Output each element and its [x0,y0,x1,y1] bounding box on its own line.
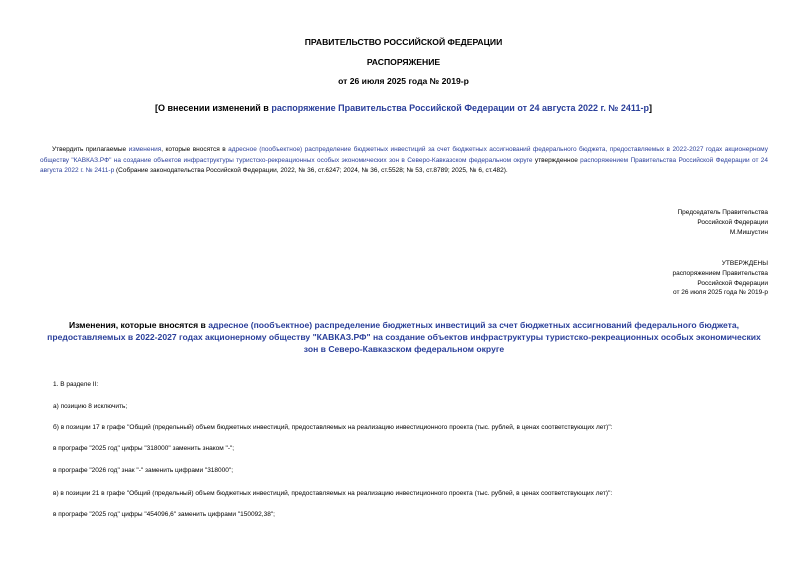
annex-title [40,319,768,356]
list-item: в) в позиции 21 в графе "Общий (предельный) объем бюджетных инвестиций, предоставляемых на реализацию инвестиционного проекта (тыс. рублей, в ценах соответствующих лет)": [53,490,613,497]
approval-block [548,259,768,298]
list-item: в прографе "2025 год" цифры "318000" заменить знаком "-"; [53,445,235,452]
approval-line: Российской Федерации [697,279,768,287]
signature-name: М.Мишустин [729,228,768,236]
signature-block [548,208,768,237]
intro-text-3: утвержденное [532,156,581,164]
approval-line: распоряжением Правительства [672,269,768,277]
subject-suffix: ] [648,103,652,113]
list-item: б) в позиции 17 в графе "Общий (предельный) объем бюджетных инвестиций, предоставляемых на реализацию инвестиционного проекта (тыс. рублей, в ценах соответствующих лет)": [53,424,613,431]
subject-link[interactable]: распоряжение Правительства Российской Федерации от 24 августа 2022 г. № 2411-р [271,103,649,113]
date-number: от 26 июля 2025 года № 2019-р [338,76,469,86]
annex-title-link[interactable]: адресное (пообъектное) распределение бюджетных инвестиций за счет бюджетных ассигнований федерального бюджета, предоставляемых в 2022-2027 годах акционерному обществу "КАВКАЗ.РФ" на создание объектов инфраструктуры туристско-рекреационных особых экономических зон в Северо-Кавказском федеральном округе [47,320,761,355]
intro-link-changes[interactable]: изменения [128,146,162,153]
subject-prefix: [О внесении изменений в [155,103,272,113]
list-item: а) позицию 8 исключить; [53,403,128,410]
document-subject [0,103,807,113]
intro-text-2: , которые вносятся в [161,146,229,153]
government-heading: ПРАВИТЕЛЬСТВО РОССИЙСКОЙ ФЕДЕРАЦИИ [304,37,503,47]
approval-line: от 26 июля 2025 года № 2019-р [673,289,768,297]
intro-paragraph [40,145,768,177]
intro-text-1: Утвердить прилагаемые [52,146,129,153]
list-item: 1. В разделе II: [53,381,99,388]
intro-text-4: (Собрание законодательства Российской Федерации, 2022, № 36, ст.6247; 2024, № 36, ст.5528; № 53, ст.8789; 2025, № 6, ст.482). [114,167,508,175]
approval-line: УТВЕРЖДЕНЫ [721,260,768,267]
list-item: в прографе "2025 год" цифры "454096,6" заменить цифрами "150092,38"; [53,511,275,518]
intro-link-decree[interactable]: распоряжением Правительства Российской Федерации от 24 августа 2022 г. № 2411-р [40,156,768,175]
signature-line: Председатель Правительства [677,209,768,216]
signature-line: Российской Федерации [697,218,768,226]
intro-link-distribution[interactable]: адресное (пообъектное) распределение бюджетных инвестиций за счет бюджетных ассигнований федерального бюджета, предоставляемых в 2022-2027 годах акционерному обществу "КАВКАЗ.РФ" на создание объектов инфраструктуры туристско-рекреационных особых экономических зон в Северо-Кавказском федеральном округе [40,146,768,164]
annex-title-text: Изменения, которые вносятся в [68,320,209,330]
doc-type-heading: РАСПОРЯЖЕНИЕ [366,57,441,67]
list-item: в прографе "2026 год" знак "-" заменить цифрами "318000"; [53,467,233,474]
